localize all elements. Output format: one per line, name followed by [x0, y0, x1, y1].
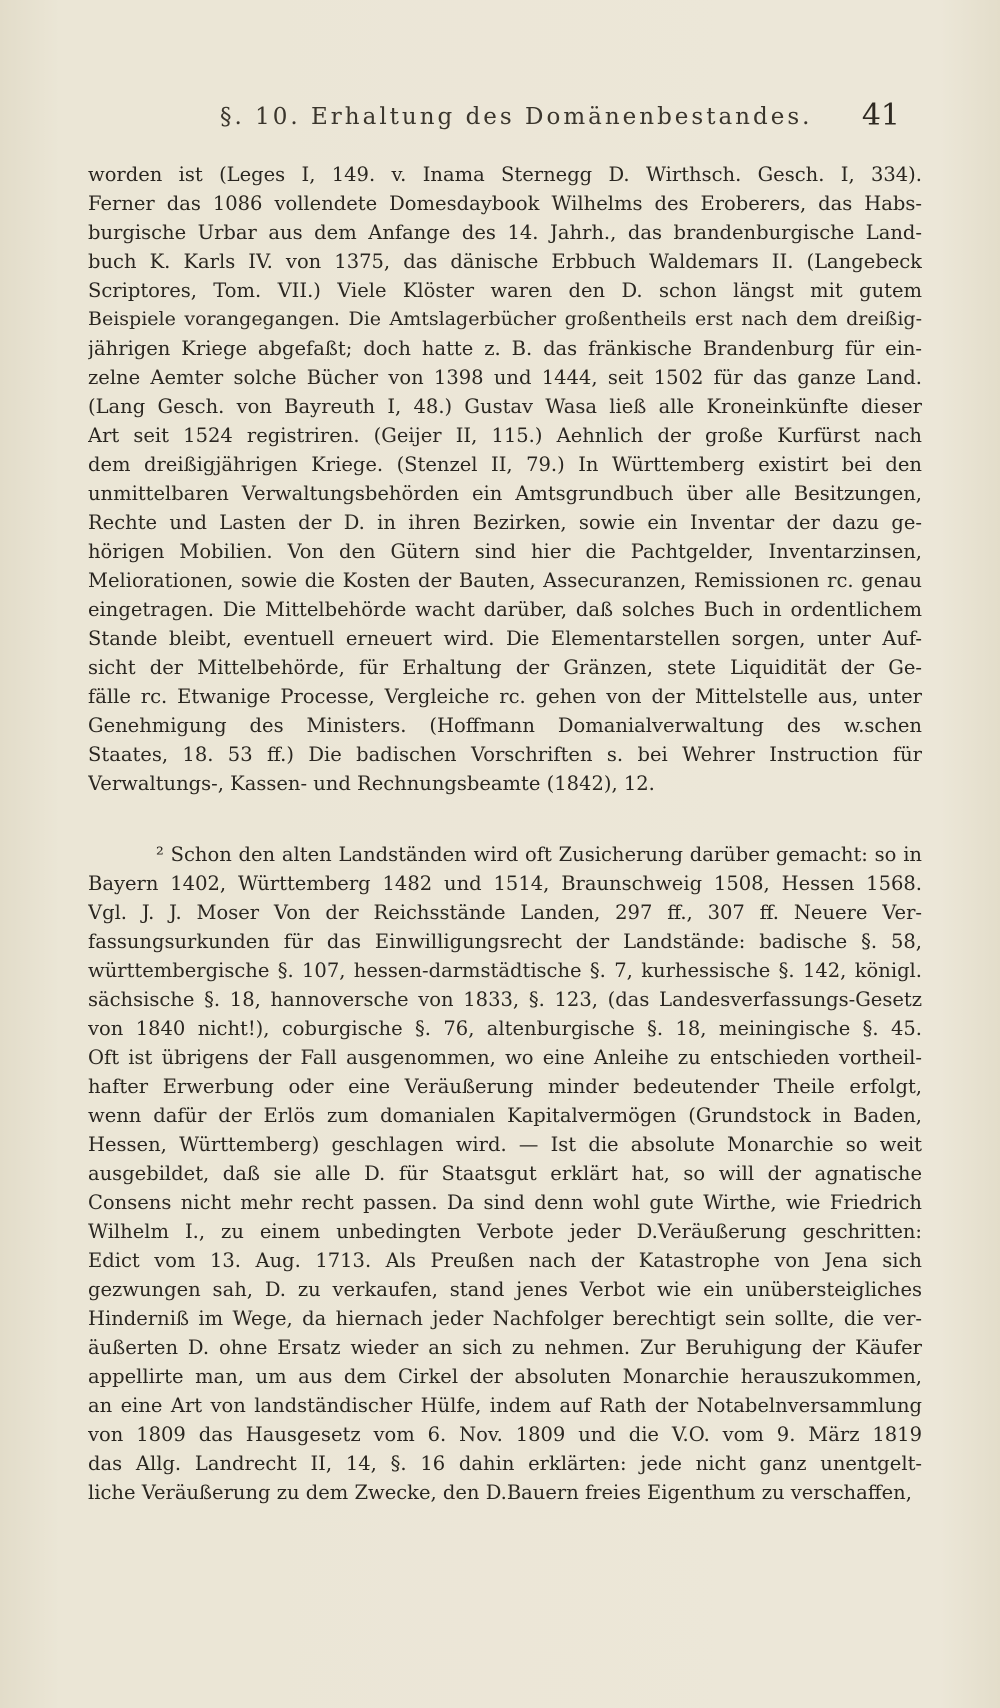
text-line: worden ist (Leges I, 149. v. Inama Sternegg D. Wirthsch. Gesch. I, 334).	[88, 163, 922, 186]
text-line: (Lang Gesch. von Bayreuth I, 48.) Gustav Wasa ließ alle Kroneinkünfte dieser	[88, 395, 922, 418]
footnote-line: Wilhelm I., zu einem unbedingten Verbote jeder D.Veräußerung geschritten:	[88, 1220, 922, 1243]
section-gap	[88, 798, 922, 840]
text-line: Staates, 18. 53 ff.) Die badischen Vorschriften s. bei Wehrer Instruction für	[88, 743, 922, 766]
text-line: fälle rc. Etwanige Processe, Vergleiche rc. gehen von der Mittelstelle aus, unter	[88, 685, 922, 708]
footnote-line: hafter Erwerbung oder eine Veräußerung minder bedeutender Theile erfolgt,	[88, 1075, 922, 1098]
footnote-line: Oft ist übrigens der Fall ausgenommen, wo eine Anleihe zu entschieden vortheil-	[88, 1046, 922, 1069]
text-line: Meliorationen, sowie die Kosten der Bauten, Assecuranzen, Remissionen rc. genau	[88, 569, 922, 592]
text-line: buch K. Karls IV. von 1375, das dänische Erbbuch Waldemars II. (Langebeck	[88, 250, 922, 273]
footnote-line: württembergische §. 107, hessen-darmstädtische §. 7, kurhessische §. 142, königl.	[88, 959, 922, 982]
footnote-line: liche Veräußerung zu dem Zwecke, den D.Bauern freies Eigenthum zu verschaffen,	[88, 1481, 912, 1504]
text-line: jährigen Kriege abgefaßt; doch hatte z. B. das fränkische Brandenburg für ein-	[88, 337, 922, 360]
footnote-line: von 1840 nicht!), coburgische §. 76, altenburgische §. 18, meiningische §. 45.	[88, 1017, 922, 1040]
footnote-line: von 1809 das Hausgesetz vom 6. Nov. 1809 und die V.O. vom 9. März 1819	[88, 1423, 922, 1446]
text-line: Art seit 1524 registriren. (Geijer II, 115.) Aehnlich der große Kurfürst nach	[88, 424, 922, 447]
text-line: Genehmigung des Ministers. (Hoffmann Domanialverwaltung des w.schen	[88, 714, 922, 737]
footnote-line: äußerten D. ohne Ersatz wieder an sich zu nehmen. Zur Beruhigung der Käufer	[88, 1336, 922, 1359]
text-line: Rechte und Lasten der D. in ihren Bezirken, sowie ein Inventar der dazu ge-	[88, 511, 922, 534]
footnote-line: Hessen, Württemberg) geschlagen wird. — Ist die absolute Monarchie so weit	[88, 1133, 922, 1156]
footnote-line: Edict vom 13. Aug. 1713. Als Preußen nach der Katastrophe von Jena sich	[88, 1249, 922, 1272]
footnote-line: appellirte man, um aus dem Cirkel der absoluten Monarchie herauszukommen,	[88, 1365, 922, 1388]
footnote-line: sächsische §. 18, hannoversche von 1833, §. 123, (das Landesverfassungs-Gesetz	[88, 988, 922, 1011]
text-line: zelne Aemter solche Bücher von 1398 und 1444, seit 1502 für das ganze Land.	[88, 366, 922, 389]
text-line: burgische Urbar aus dem Anfange des 14. Jahrh., das brandenburgische Land-	[88, 221, 922, 244]
footnote-line: Vgl. J. J. Moser Von der Reichsstände Landen, 297 ff., 307 ff. Neuere Ver-	[88, 901, 922, 924]
text-line: Stande bleibt, eventuell erneuert wird. Die Elementarstellen sorgen, unter Auf-	[88, 627, 922, 650]
footnote-line: Consens nicht mehr recht passen. Da sind denn wohl gute Wirthe, wie Friedrich	[88, 1191, 922, 1214]
text-line: dem dreißigjährigen Kriege. (Stenzel II, 79.) In Württemberg existirt bei den	[88, 453, 922, 476]
footnote-line: Bayern 1402, Württemberg 1482 und 1514, Braunschweig 1508, Hessen 1568.	[88, 872, 922, 895]
text-line: hörigen Mobilien. Von den Gütern sind hier die Pachtgelder, Inventarzinsen,	[88, 540, 922, 563]
footnote-line: an eine Art von landständischer Hülfe, indem auf Rath der Notabelnversammlung	[88, 1394, 922, 1417]
footnote-2	[88, 840, 922, 1507]
paragraph-continuation	[88, 160, 922, 798]
text-line: Verwaltungs-, Kassen- und Rechnungsbeamte (1842), 12.	[88, 772, 655, 795]
text-body	[88, 160, 922, 1507]
header-title: §. 10. Erhaltung des Domänenbestandes.	[220, 104, 813, 130]
text-line: sicht der Mittelbehörde, für Erhaltung der Gränzen, stete Liquidität der Ge-	[88, 656, 922, 679]
footnote-line: das Allg. Landrecht II, 14, §. 16 dahin erklärten: jede nicht ganz unentgelt-	[88, 1452, 922, 1475]
footnote-line: wenn dafür der Erlös zum domanialen Kapitalvermögen (Grundstock in Baden,	[88, 1104, 922, 1127]
text-line: Beispiele vorangegangen. Die Amtslagerbücher großentheils erst nach dem dreißig-	[88, 308, 922, 330]
footnote-line: gezwungen sah, D. zu verkaufen, stand jenes Verbot wie ein unübersteigliches	[88, 1278, 922, 1301]
text-line: eingetragen. Die Mittelbehörde wacht darüber, daß solches Buch in ordentlichem	[88, 598, 922, 621]
running-header	[0, 98, 1000, 138]
page-number: 41	[861, 98, 900, 133]
footnote-line: Hinderniß im Wege, da hiernach jeder Nachfolger berechtigt sein sollte, die ver-	[88, 1307, 922, 1330]
text-line: Scriptores, Tom. VII.) Viele Klöster waren den D. schon längst mit gutem	[88, 279, 922, 302]
text-line: unmittelbaren Verwaltungsbehörden ein Amtsgrundbuch über alle Besitzungen,	[88, 482, 922, 505]
text-line: Ferner das 1086 vollendete Domesdaybook Wilhelms des Eroberers, das Habs-	[88, 192, 922, 215]
footnote-line: fassungsurkunden für das Einwilligungsrecht der Landstände: badische §. 58,	[88, 930, 922, 953]
footnote-line: ausgebildet, daß sie alle D. für Staatsgut erklärt hat, so will der agnatische	[88, 1162, 922, 1185]
footnote-line: ² Schon den alten Landständen wird oft Zusicherung darüber gemacht: so in	[156, 843, 922, 866]
